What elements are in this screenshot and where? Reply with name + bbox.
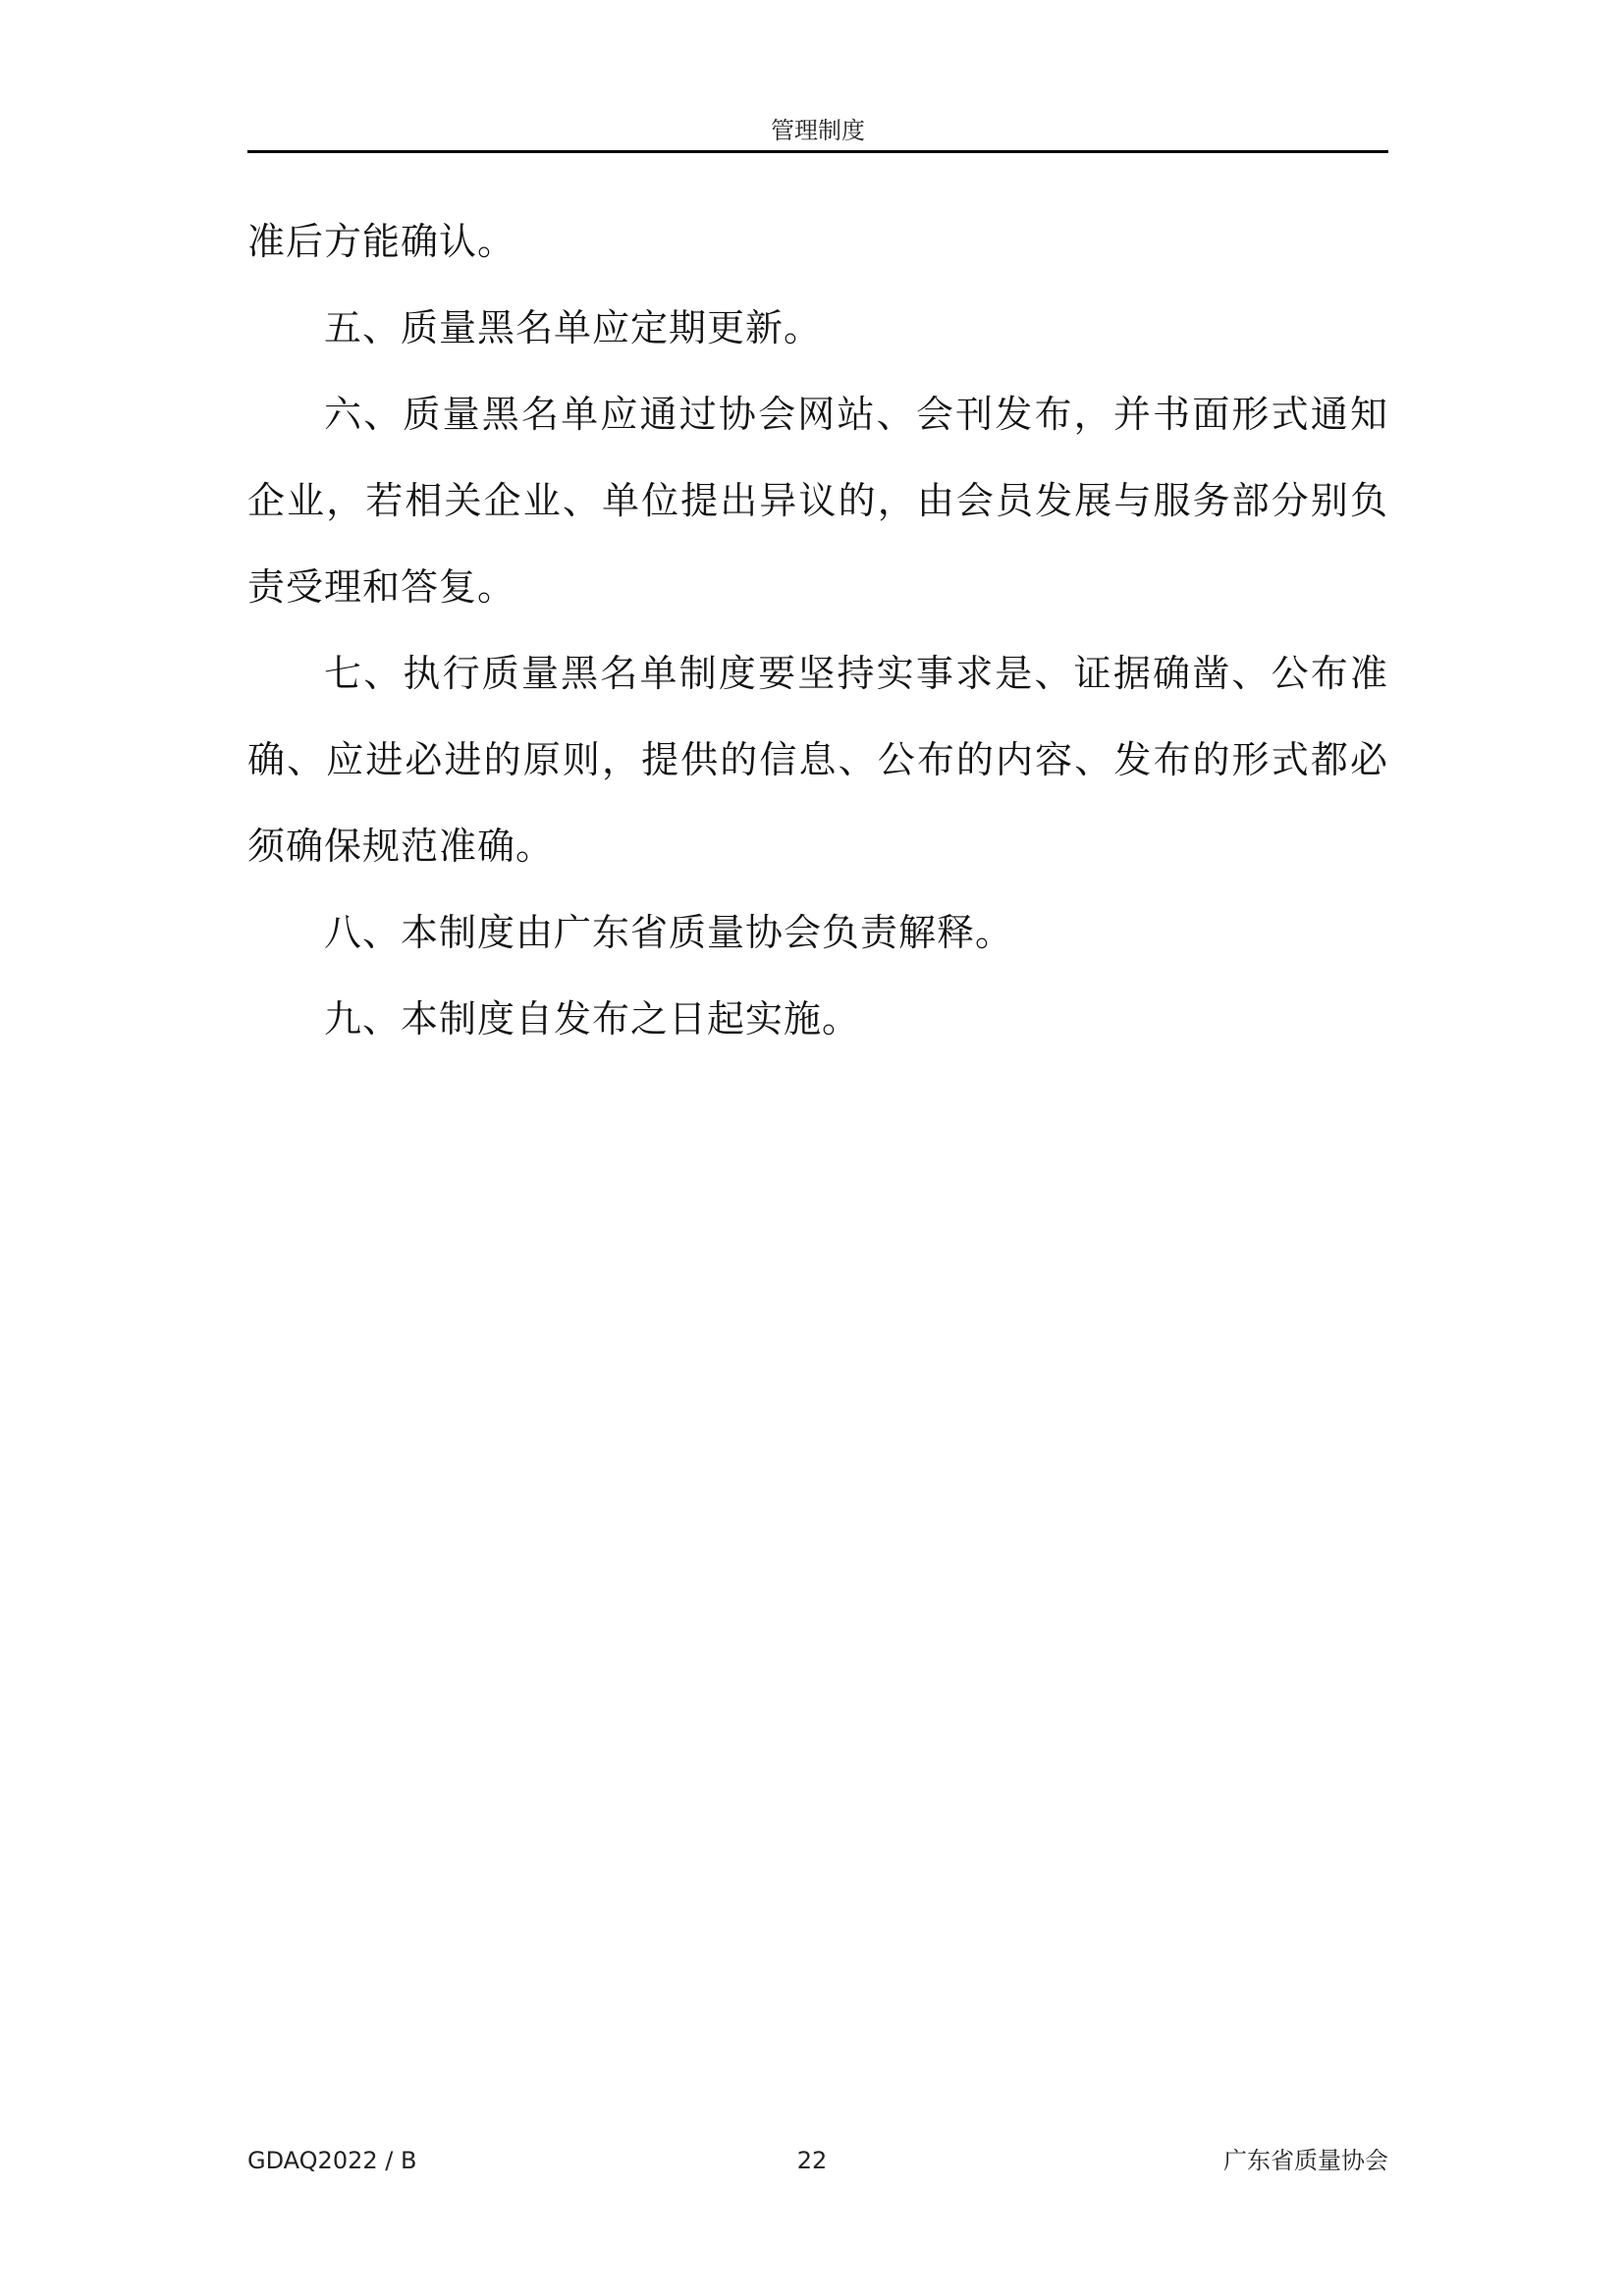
page-header-title: 管理制度 (771, 117, 865, 144)
paragraph-item-8: 八、本制度由广东省质量协会负责解释。 (324, 911, 1014, 954)
footer-page-number: 22 (796, 2147, 828, 2174)
paragraph-continuation: 准后方能确认。 (247, 220, 516, 263)
paragraph-item-6: 六、质量黑名单应通过协会网站、会刊发布，并书面形式通知企业，若相关企业、单位提出异议的，由会员发展与服务部分别负责受理和答复。 (247, 393, 1388, 609)
header-divider (247, 150, 1388, 153)
paragraph-item-9: 九、本制度自发布之日起实施。 (324, 997, 861, 1041)
paragraph-item-7: 七、执行质量黑名单制度要坚持实事求是、证据确凿、公布准确、应进必进的原则，提供的信息、公布的内容、发布的形式都必须确保规范准确。 (247, 652, 1388, 868)
paragraph-item-5: 五、质量黑名单应定期更新。 (324, 306, 823, 349)
footer-doc-code: GDAQ2022 / B (247, 2147, 417, 2174)
footer-organization: 广东省质量协会 (1223, 2147, 1388, 2174)
document-body (247, 198, 1388, 1062)
